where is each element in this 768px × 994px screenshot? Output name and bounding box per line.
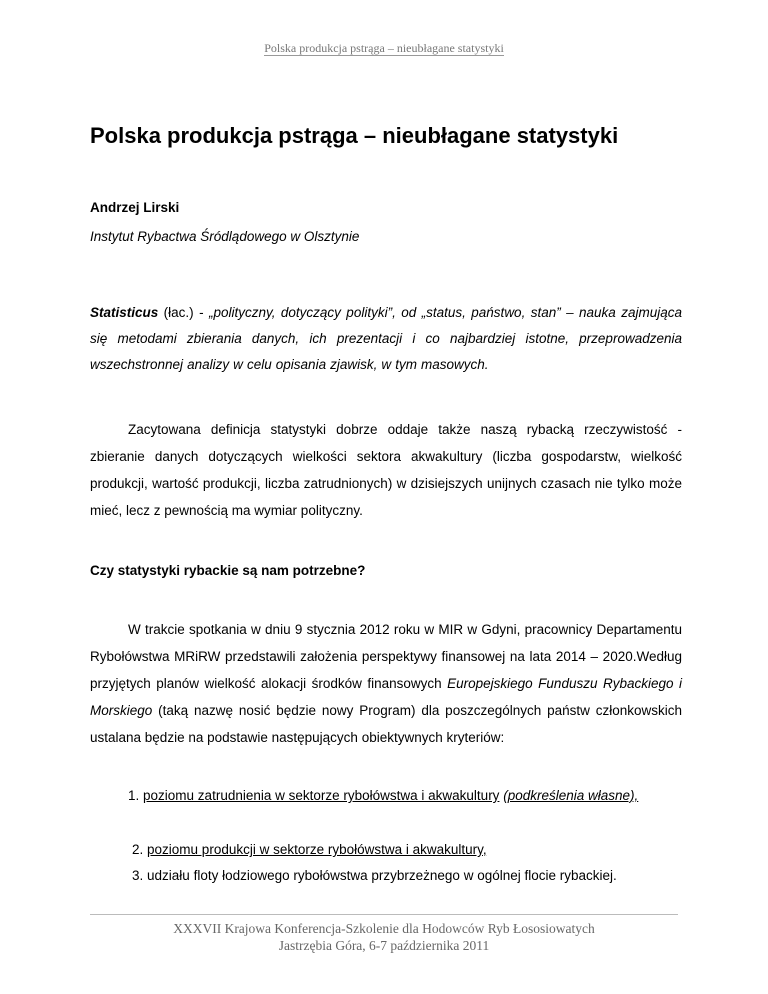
list-item-text: poziomu produkcji w sektorze rybołówstwa i akwakultury,: [147, 842, 487, 857]
list-item-note: (podkreślenia własne),: [503, 788, 639, 803]
author-affiliation: Instytut Rybactwa Śródlądowego w Olsztynie: [90, 229, 360, 244]
intro-paragraph-text: Zacytowana definicja statystyki dobrze oddaje także naszą rybacką rzeczywistość - zbieranie danych dotyczących wielkości sektora akwakultury (liczba gospodarstw, wielkość produkcji, wartość produkcji, liczba zatrudnionych) w dzisiejszych unijnych czasach nie tylko może mieć, lecz z pewnością ma wymiar polityczny.: [90, 422, 682, 518]
list-item: [90, 836, 682, 863]
list-number: 2.: [132, 842, 144, 857]
list-item: [90, 862, 682, 889]
section-heading: Czy statystyki rybackie są nam potrzebne?: [90, 563, 366, 578]
footer-line2: Jastrzębia Góra, 6-7 października 2011: [278, 938, 490, 953]
definition-term: Statisticus: [90, 305, 159, 320]
definition-lat: (łac.) -: [158, 305, 209, 320]
fund-name: Europejskiego Funduszu Rybackiego i Morskiego: [90, 676, 682, 718]
list-number: 1.: [128, 788, 140, 803]
list-item-text: udziału floty łodziowego rybołówstwa przybrzeżnego w ogólnej flocie rybackiej.: [147, 868, 617, 883]
footer-divider: [90, 914, 678, 915]
running-footer: [0, 920, 768, 954]
definition-text: „polityczny, dotyczący polityki”, od „status, państwo, stan” – nauka zajmująca się metodami zbierania danych, ich prezentacji i co najbardziej istotne, przeprowadzenia wszechstronnej analizy w celu opisania zjawisk, w tym masowych.: [90, 305, 682, 372]
footer-line1: XXXVII Krajowa Konferencja-Szkolenie dla Hodowców Ryb Łososiowatych: [173, 921, 595, 936]
list-item: [90, 782, 682, 809]
definition-paragraph: [90, 300, 682, 378]
body-paragraph-part1: W trakcie spotkania w dniu 9 stycznia 2012 roku w MIR w Gdyni, pracownicy Departamentu Rybołówstwa MRiRW przedstawili założenia perspektywy finansowej na lata 2014 – 2020.Według przyjętych planów wielkość alokacji środków finansowych: [90, 622, 682, 691]
list-item-text: poziomu zatrudnienia w sektorze rybołówstwa i akwakultury: [143, 788, 500, 803]
running-header: [0, 41, 768, 56]
author-name: Andrzej Lirski: [90, 200, 180, 215]
list-number: 3.: [132, 868, 144, 883]
body-paragraph-part2: (taką nazwę nosić będzie nowy Program) dla poszczególnych państw członkowskich ustalana będzie na podstawie następujących obiektywnych kryteriów:: [90, 703, 682, 745]
article-title: Polska produkcja pstrąga – nieubłagane statystyki: [90, 123, 619, 148]
intro-paragraph: [90, 416, 682, 524]
running-header-text: Polska produkcja pstrąga – nieubłagane statystyki: [264, 41, 504, 55]
body-paragraph: [90, 616, 682, 751]
